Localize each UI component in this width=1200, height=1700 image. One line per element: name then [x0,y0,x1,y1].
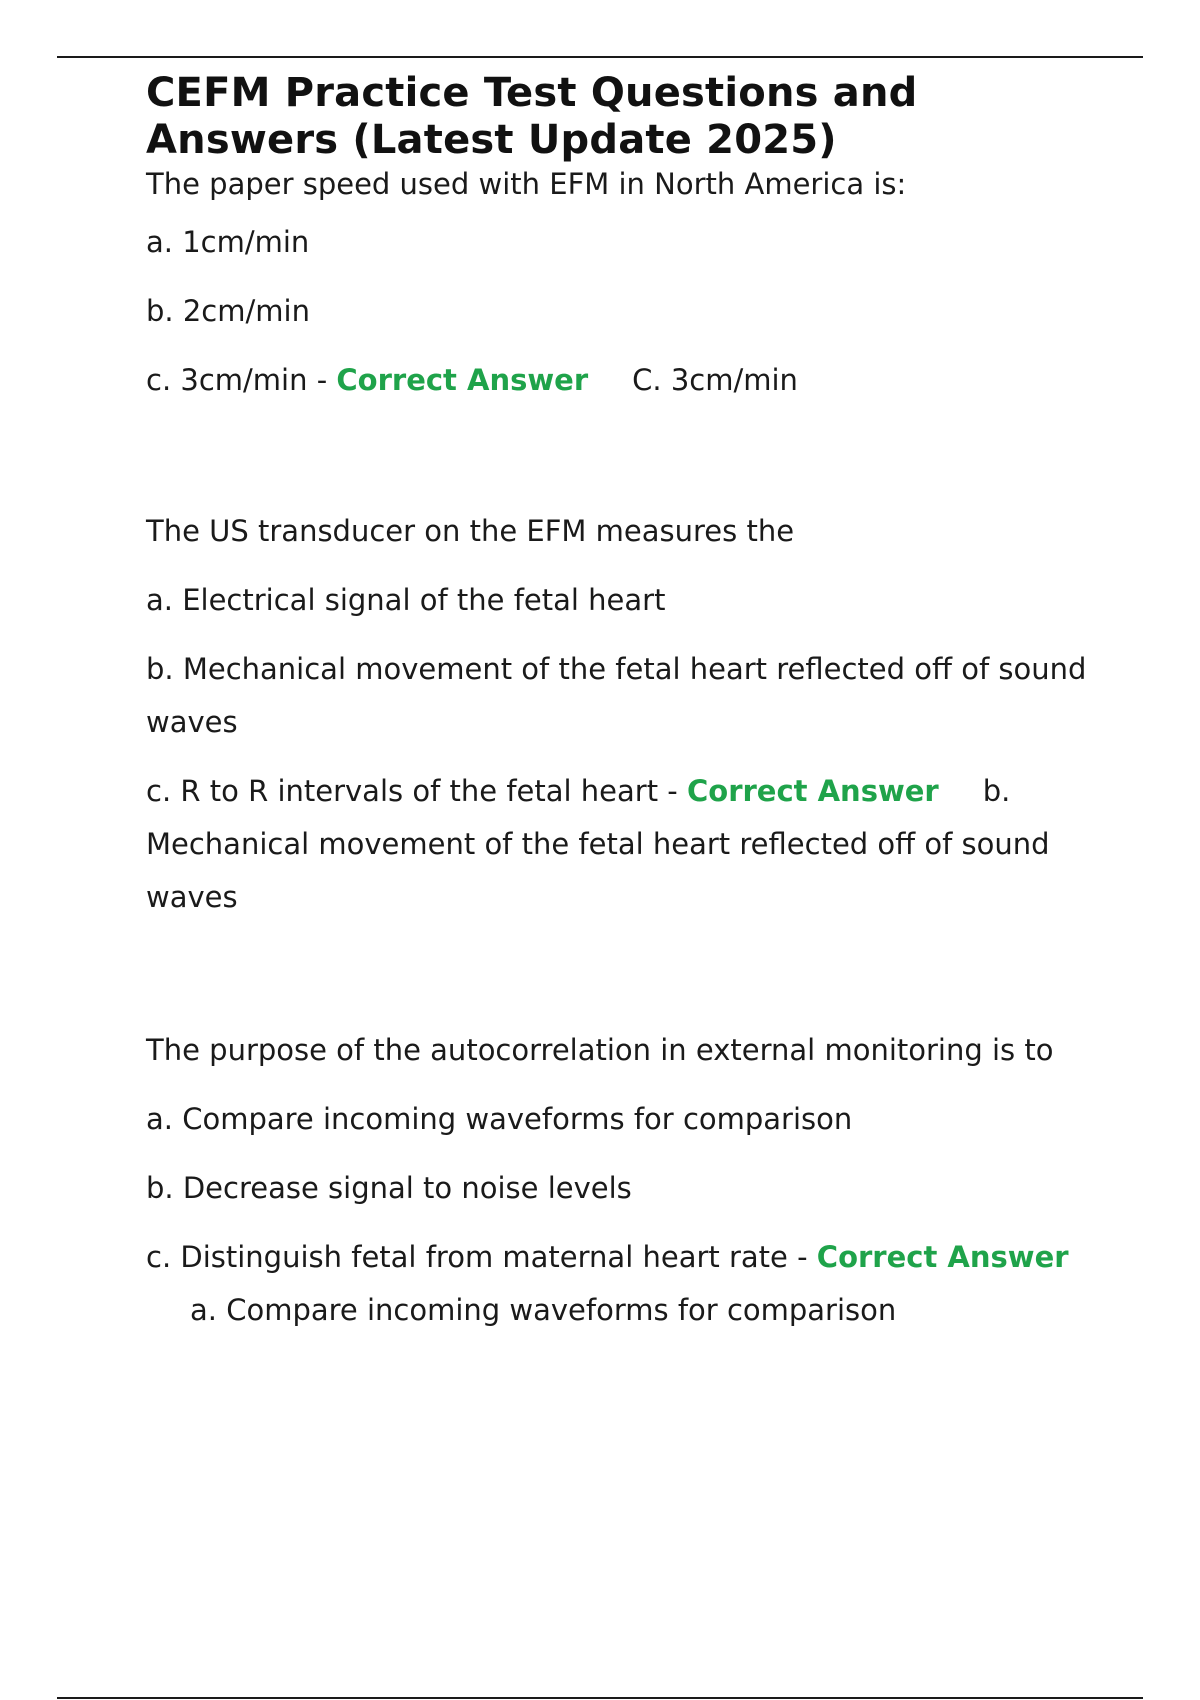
answer-text: b. Mechanical movement of the fetal heart reflected off of sound waves [146,774,1050,914]
option-c-text: c. Distinguish fetal from maternal heart rate - [146,1240,817,1274]
correct-answer-label: Correct Answer [686,774,939,808]
answer-text: C. 3cm/min [632,363,798,397]
correct-answer-label: Correct Answer [816,1240,1069,1274]
title-line-1: CEFM Practice Test Questions and [146,70,918,116]
option-b: b. Mechanical movement of the fetal heart reflected off of sound waves [146,652,1087,739]
option-c [146,1231,1106,1337]
option-a: a. 1cm/min [146,225,310,259]
question-block-3 [146,1024,1106,1337]
question-text: The paper speed used with EFM in North America is: [146,167,907,201]
option-b: b. Decrease signal to noise levels [146,1171,632,1205]
option-a: a. Electrical signal of the fetal heart [146,583,666,617]
option-a: a. Compare incoming waveforms for comparison [146,1102,853,1136]
answer-text: a. Compare incoming waveforms for comparison [190,1293,897,1327]
bottom-rule [57,1697,1143,1699]
option-c [146,354,1106,407]
option-b: b. 2cm/min [146,294,310,328]
question-block-2 [146,505,1106,924]
option-c-text: c. 3cm/min - [146,363,337,397]
document-body [146,70,1106,1353]
question-text: The US transducer on the EFM measures the [146,514,795,548]
option-c [146,765,1106,924]
question-block-1 [146,166,1106,407]
title-line-2: Answers (Latest Update 2025) [146,117,837,163]
top-rule [57,56,1143,58]
option-c-text: c. R to R intervals of the fetal heart - [146,774,687,808]
document-title [146,70,1106,164]
question-text: The purpose of the autocorrelation in external monitoring is to [146,1033,1054,1067]
correct-answer-label: Correct Answer [336,363,589,397]
